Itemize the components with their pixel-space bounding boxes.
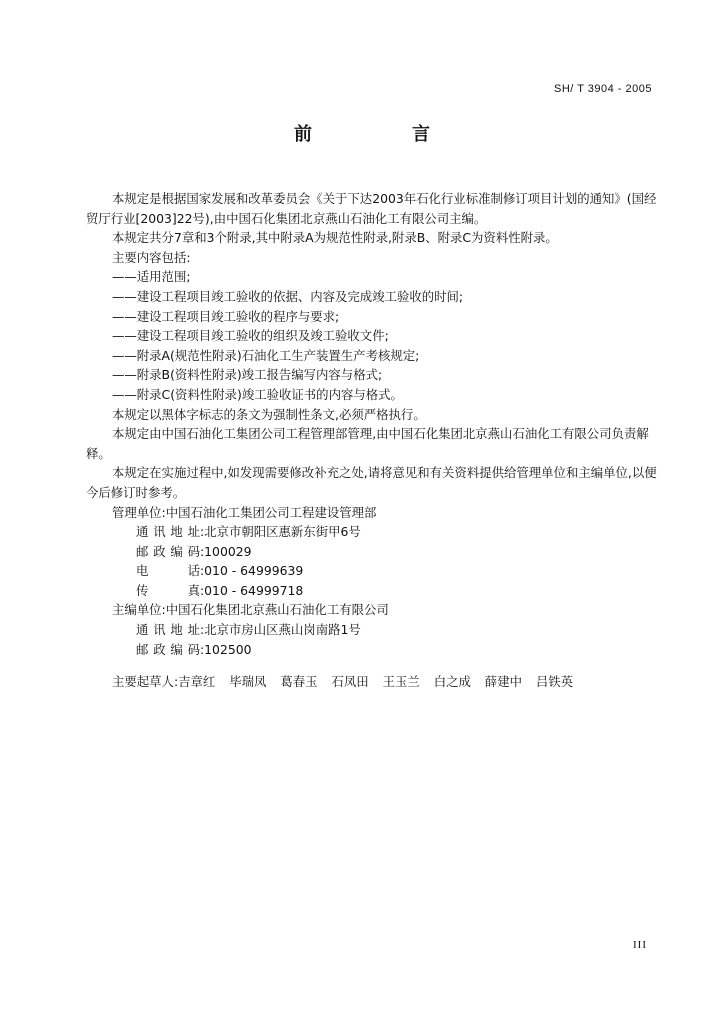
drafters-label: 主要起草人: — [112, 674, 179, 690]
drafters-names: 吉章红 毕瑞凤 葛春玉 石凤田 王玉兰 白之成 薛建中 吕铁英 — [178, 674, 574, 690]
postcode-value: :102500 — [200, 641, 252, 657]
phone-label: 电话 — [136, 563, 200, 579]
address-label: 通讯地址 — [136, 622, 200, 638]
list-item: ——建设工程项目竣工验收的依据、内容及完成竣工验收的时间; — [112, 288, 464, 304]
postcode-label: 邮政编码 — [136, 641, 200, 657]
paragraph-feedback: 本规定在实施过程中,如发现需要修改补充之处,请将意见和有关资料提供给管理单位和主编单位,以便今后修订时参考。 — [86, 465, 657, 500]
postcode-label: 邮政编码 — [136, 543, 200, 559]
paragraph-contents-intro: 主要内容包括: — [112, 249, 191, 265]
management-postcode — [86, 542, 658, 562]
page-number: III — [633, 939, 647, 951]
standard-code: SH/ T 3904 - 2005 — [554, 83, 652, 95]
fax-value: :010 - 64999718 — [200, 582, 304, 598]
address-value: :北京市房山区燕山岗南路1号 — [200, 622, 361, 638]
phone-value: :010 - 64999639 — [200, 563, 304, 579]
management-phone — [86, 561, 658, 581]
management-unit: 管理单位:中国石油化工集团公司工程建设管理部 — [112, 504, 377, 520]
address-value: :北京市朝阳区惠新东街甲6号 — [200, 524, 361, 540]
title-part-1: 前 — [294, 124, 312, 145]
management-fax — [86, 581, 658, 601]
paragraph-mandatory: 本规定以黑体字标志的条文为强制性条文,必须严格执行。 — [112, 406, 426, 422]
paragraph-origin: 本规定是根据国家发展和改革委员会《关于下达2003年石化行业标准制修订项目计划的通知》(国经贸厅行业[2003]22号),由中国石化集团北京燕山石油化工有限公司主编。 — [86, 191, 657, 226]
list-item: ——建设工程项目竣工验收的程序与要求; — [112, 308, 340, 324]
drafters — [86, 672, 658, 692]
page-title — [0, 120, 724, 146]
postcode-value: :100029 — [200, 543, 252, 559]
paragraph-management: 本规定由中国石油化工集团公司工程管理部管理,由中国石化集团北京燕山石油化工有限公司负责解释。 — [86, 426, 649, 461]
fax-label: 传真 — [136, 582, 200, 598]
list-item: ——附录B(资料性附录)竣工报告编写内容与格式; — [112, 367, 383, 383]
management-address — [86, 522, 658, 542]
list-item: ——建设工程项目竣工验收的组织及竣工验收文件; — [112, 328, 389, 344]
list-item: ——附录C(资料性附录)竣工验收证书的内容与格式。 — [112, 386, 403, 402]
editor-postcode — [86, 640, 658, 660]
editor-address — [86, 620, 658, 640]
title-part-2: 言 — [412, 124, 430, 145]
list-item: ——适用范围; — [112, 269, 191, 285]
editor-unit: 主编单位:中国石化集团北京燕山石油化工有限公司 — [112, 602, 389, 618]
address-label: 通讯地址 — [136, 524, 200, 540]
foreword-body — [86, 189, 658, 692]
paragraph-structure: 本规定共分7章和3个附录,其中附录A为规范性附录,附录B、附录C为资料性附录。 — [112, 230, 558, 246]
list-item: ——附录A(规范性附录)石油化工生产装置生产考核规定; — [112, 347, 420, 363]
